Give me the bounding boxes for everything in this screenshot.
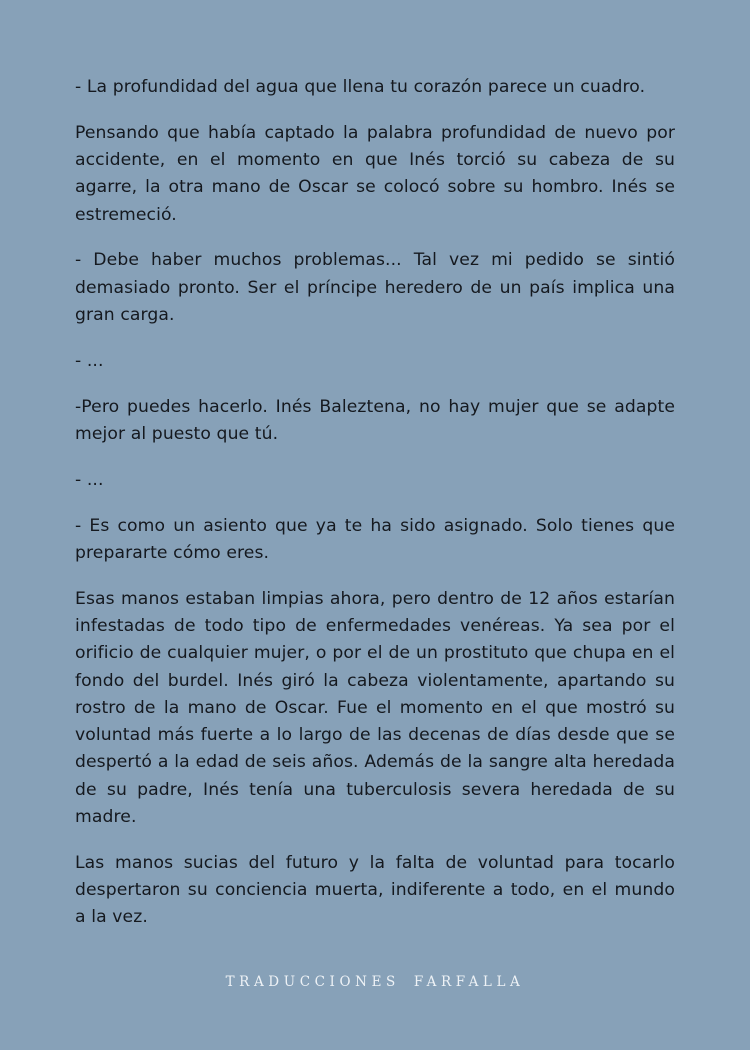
paragraph-dialogue-4: - Es como un asiento que ya te ha sido asignado. Solo tienes que prepararte cómo eres. <box>75 515 675 563</box>
footer-word-1: TRADUCCIONES <box>225 974 400 990</box>
paragraph-dialogue-3: -Pero puedes hacerlo. Inés Baleztena, no hay mujer que se adapte mejor al puesto que tú. <box>75 396 675 444</box>
paragraph-ellipsis-1: - ... <box>75 350 104 371</box>
footer-watermark <box>0 974 750 990</box>
paragraph-narration-2: Esas manos estaban limpias ahora, pero dentro de 12 años estarían infestadas de todo tipo de enfermedades venéreas. Ya sea por el orificio de cualquier mujer, o por el de un prostituto que chupa en el fondo del burdel. Inés giró la cabeza violentamente, apartando su rostro de la mano de Oscar. Fue el momento en el que mostró su voluntad más fuerte a lo largo de las decenas de días desde que se despertó a la edad de seis años. Además de la sangre alta heredada de su padre, Inés tenía una tuberculosis severa heredada de su madre. <box>75 588 675 828</box>
paragraph-dialogue-2: - Debe haber muchos problemas... Tal vez mi pedido se sintió demasiado pronto. Ser el príncipe heredero de un país implica una gran carga. <box>75 250 675 326</box>
page-body <box>75 74 675 950</box>
paragraph-narration-1: Pensando que había captado la palabra profundidad de nuevo por accidente, en el momento en que Inés torció su cabeza de su agarre, la otra mano de Oscar se colocó sobre su hombro. Inés se estremeció. <box>75 122 675 225</box>
footer-word-2: FARFALLA <box>413 974 525 990</box>
paragraph-ellipsis-2: - ... <box>75 469 104 490</box>
paragraph-narration-3: Las manos sucias del futuro y la falta de voluntad para tocarlo despertaron su conciencia muerta, indiferente a todo, en el mundo a la vez. <box>75 852 675 928</box>
paragraph-dialogue-1: - La profundidad del agua que llena tu corazón parece un cuadro. <box>75 77 646 97</box>
